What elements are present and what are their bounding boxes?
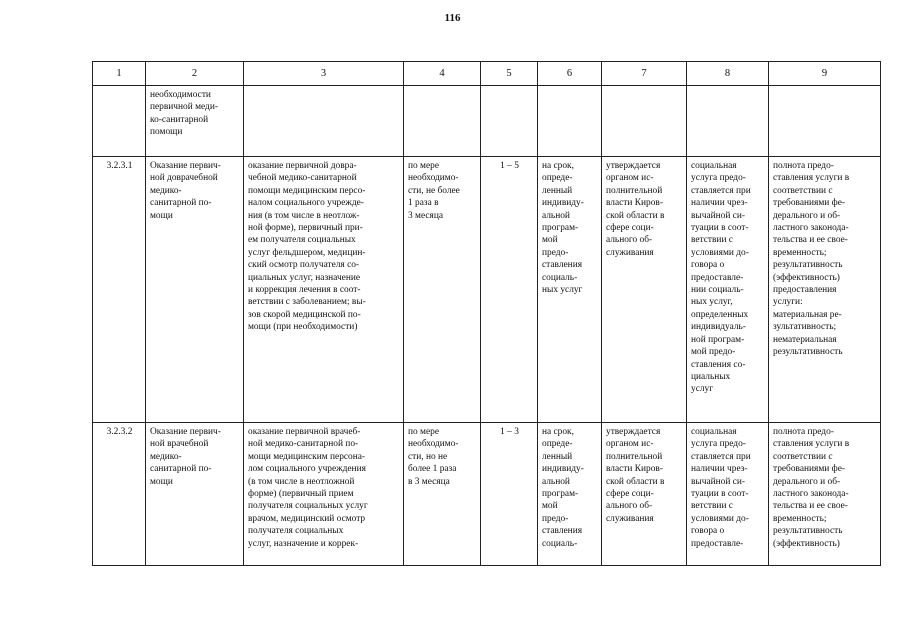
- column-number: 9: [769, 62, 881, 86]
- column-number: 5: [481, 62, 538, 86]
- column-number: 7: [602, 62, 687, 86]
- cell-conditions: социальная услуга предо- ставляется при наличии чрез- вычайной си- туации в соот- ветствии с условиями до- говора о предоставле-: [687, 423, 769, 566]
- cell-code: 3.2.3.1: [93, 157, 146, 423]
- column-number: 6: [538, 62, 602, 86]
- cell-code: 3.2.3.2: [93, 423, 146, 566]
- column-number: 8: [687, 62, 769, 86]
- table-row: [93, 157, 881, 423]
- column-number: 3: [244, 62, 404, 86]
- table-row: [93, 423, 881, 566]
- cell-description: оказание первичной врачеб- ной медико-санитарной по- мощи медицинским персона- лом социального учреждения (в том числе в неотложной форме) (первичный прием получателя социальных услуг врачом, медицинский осмотр получателя социальных услуг, назначение и коррек-: [244, 423, 404, 566]
- cell-description: оказание первичной довра- чебной медико-санитарной помощи медицинским персо- налом социального учрежде- ния (в том числе в неотлож- ной форме), первичный при- ем получателя социальных услуг фельдшером, медицин- ский осмотр получателя со- циальных услуг, назначение и коррекция лечения в соот- ветствии с заболеванием; вы- зов скорой медицинской по- мощи (при необходимости): [244, 157, 404, 423]
- cell-service-name: Оказание первич- ной врачебной медико- санитарной по- мощи: [146, 423, 244, 566]
- services-table: [92, 61, 881, 566]
- cell-frequency: [404, 86, 481, 157]
- cell-conditions: социальная услуга предо- ставляется при наличии чрез- вычайной си- туации в соот- ветствии с условиями до- говора о предоставле- нии социаль- ных услуг, определенных индивидуаль- ной програм- мой предо- ставления со- циальных услуг: [687, 157, 769, 423]
- table-row-continued: [93, 86, 881, 157]
- column-number: 2: [146, 62, 244, 86]
- cell-term: на срок, опреде- ленный индивиду- альной програм- мой предо- ставления социаль-: [538, 423, 602, 566]
- cell-units: 1 – 3: [481, 423, 538, 566]
- column-number-row: [93, 62, 881, 86]
- column-number: 4: [404, 62, 481, 86]
- cell-description: [244, 86, 404, 157]
- cell-units: 1 – 5: [481, 157, 538, 423]
- cell-code: [93, 86, 146, 157]
- cell-tariff: [602, 86, 687, 157]
- cell-conditions: [687, 86, 769, 157]
- cell-term: [538, 86, 602, 157]
- cell-term: на срок, опреде- ленный индивиду- альной програм- мой предо- ставления социаль- ных услуг: [538, 157, 602, 423]
- cell-frequency: по мере необходимо- сти, но не более 1 раза в 3 месяца: [404, 423, 481, 566]
- cell-frequency: по мере необходимо- сти, не более 1 раза в 3 месяца: [404, 157, 481, 423]
- cell-units: [481, 86, 538, 157]
- cell-quality: полнота предо- ставления услуги в соответствии с требованиями фе- дерального и об- ластного законода- тельства и ее свое- временность; результативность (эффективность): [769, 423, 881, 566]
- cell-tariff: утверждается органом ис- полнительной власти Киров- ской области в сфере соци- ального об- служивания: [602, 423, 687, 566]
- cell-tariff: утверждается органом ис- полнительной власти Киров- ской области в сфере соци- ального об- служивания: [602, 157, 687, 423]
- column-number: 1: [93, 62, 146, 86]
- cell-quality: [769, 86, 881, 157]
- cell-quality: полнота предо- ставления услуги в соответствии с требованиями фе- дерального и об- ластного законода- тельства и ее свое- временность; результативность (эффективность) предоставления услуги: материальная ре- зультативность; нематериальная результативность: [769, 157, 881, 423]
- cell-service-name: Оказание первич- ной доврачебной медико- санитарной по- мощи: [146, 157, 244, 423]
- page-number: 116: [444, 12, 461, 24]
- cell-service-name: необходимости первичной меди- ко-санитарной помощи: [146, 86, 244, 157]
